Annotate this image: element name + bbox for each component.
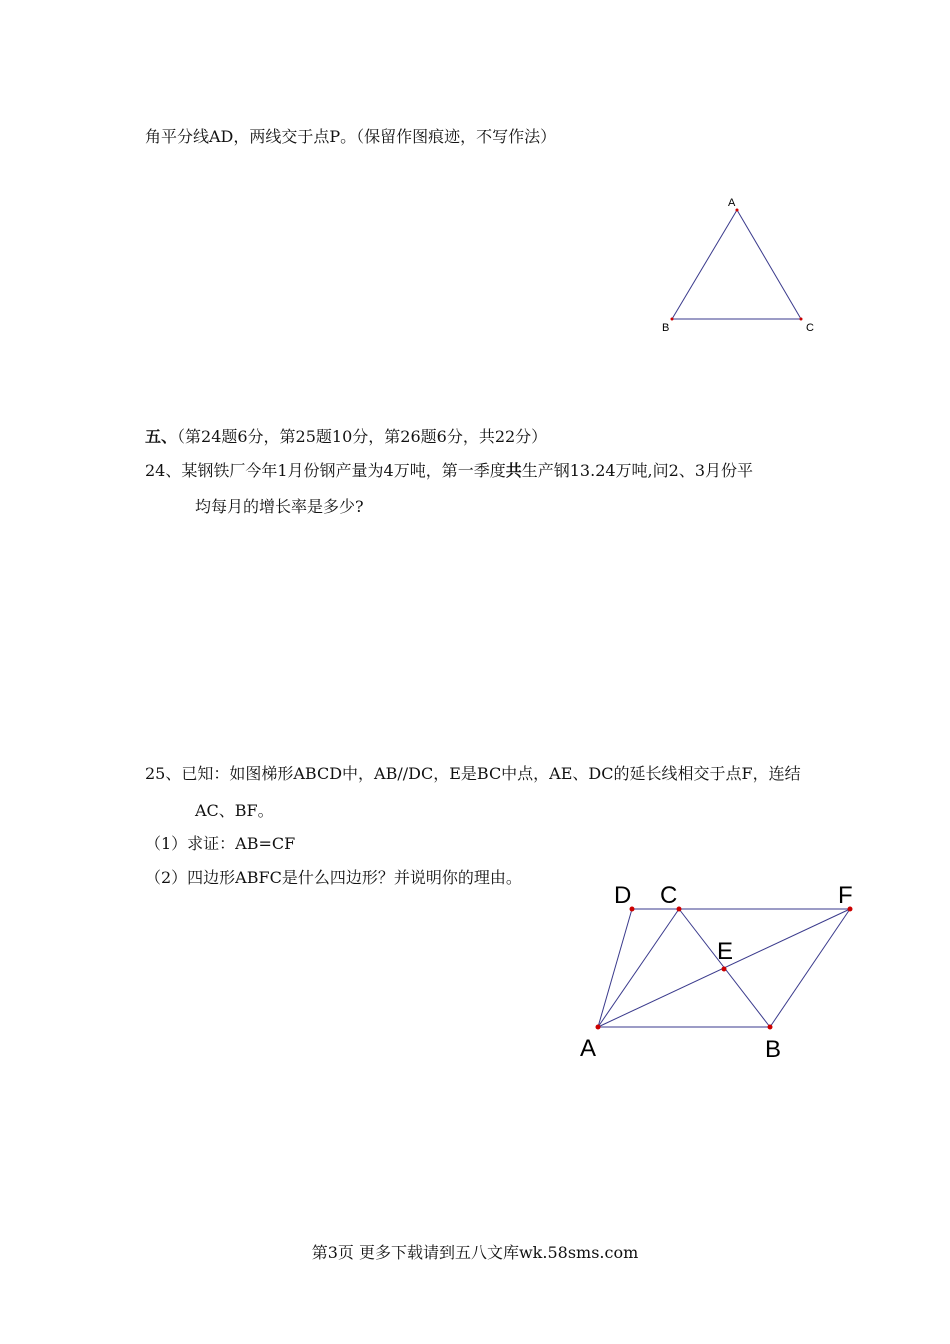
point-a: [596, 1025, 601, 1030]
segment-bf: [770, 909, 850, 1027]
segment-ac: [598, 909, 679, 1027]
label-d: D: [614, 882, 632, 909]
q24-text-b: 生产钢13.24万吨,问2、3月份平: [521, 461, 754, 480]
triangle-point-c: [800, 318, 803, 321]
page-footer: 第3页 更多下载请到五八文库wk.58sms.com: [311, 1243, 639, 1262]
q24-line-2: 均每月的增长率是多少?: [195, 497, 364, 516]
triangle-label-c: C: [806, 322, 814, 334]
q25-part-2: （2）四边形ABFC是什么四边形？并说明你的理由。: [145, 868, 522, 887]
q24-bold-word: 共: [505, 461, 522, 480]
triangle-point-b: [671, 318, 674, 321]
triangle-side-ac: [737, 210, 801, 319]
triangle-side-ab: [672, 210, 737, 319]
trapezoid-figure: [575, 876, 865, 1066]
q25-line-2: AC、BF。: [195, 801, 274, 820]
label-c: C: [660, 882, 678, 909]
q25-part-1: （1）求证：AB=CF: [145, 834, 296, 853]
q25-line-1: 25、已知：如图梯形ABCD中，AB//DC，E是BC中点，AE、DC的延长线相交于点F，连结: [145, 764, 801, 783]
label-e: E: [717, 938, 734, 965]
label-b: B: [765, 1036, 782, 1063]
triangle-label-b: B: [662, 322, 670, 334]
section-5-score: （第24题6分，第25题10分，第26题6分，共22分）: [177, 427, 548, 446]
triangle-point-a: [736, 209, 739, 212]
q24-text-a: 24、某钢铁厂今年1月份钢产量为4万吨，第一季度: [145, 461, 506, 480]
label-f: F: [838, 882, 853, 909]
label-a: A: [580, 1035, 597, 1062]
section-5-header: [145, 426, 547, 448]
q23-text: 角平分线AD，两线交于点P。（保留作图痕迹，不写作法）: [145, 127, 557, 146]
segment-ad: [598, 909, 632, 1027]
q24-line-1: [145, 460, 753, 482]
point-b: [768, 1025, 773, 1030]
point-e: [722, 967, 727, 972]
triangle-figure: [655, 193, 825, 343]
triangle-label-a: A: [728, 197, 736, 209]
section-5-number: 五、: [145, 427, 178, 446]
